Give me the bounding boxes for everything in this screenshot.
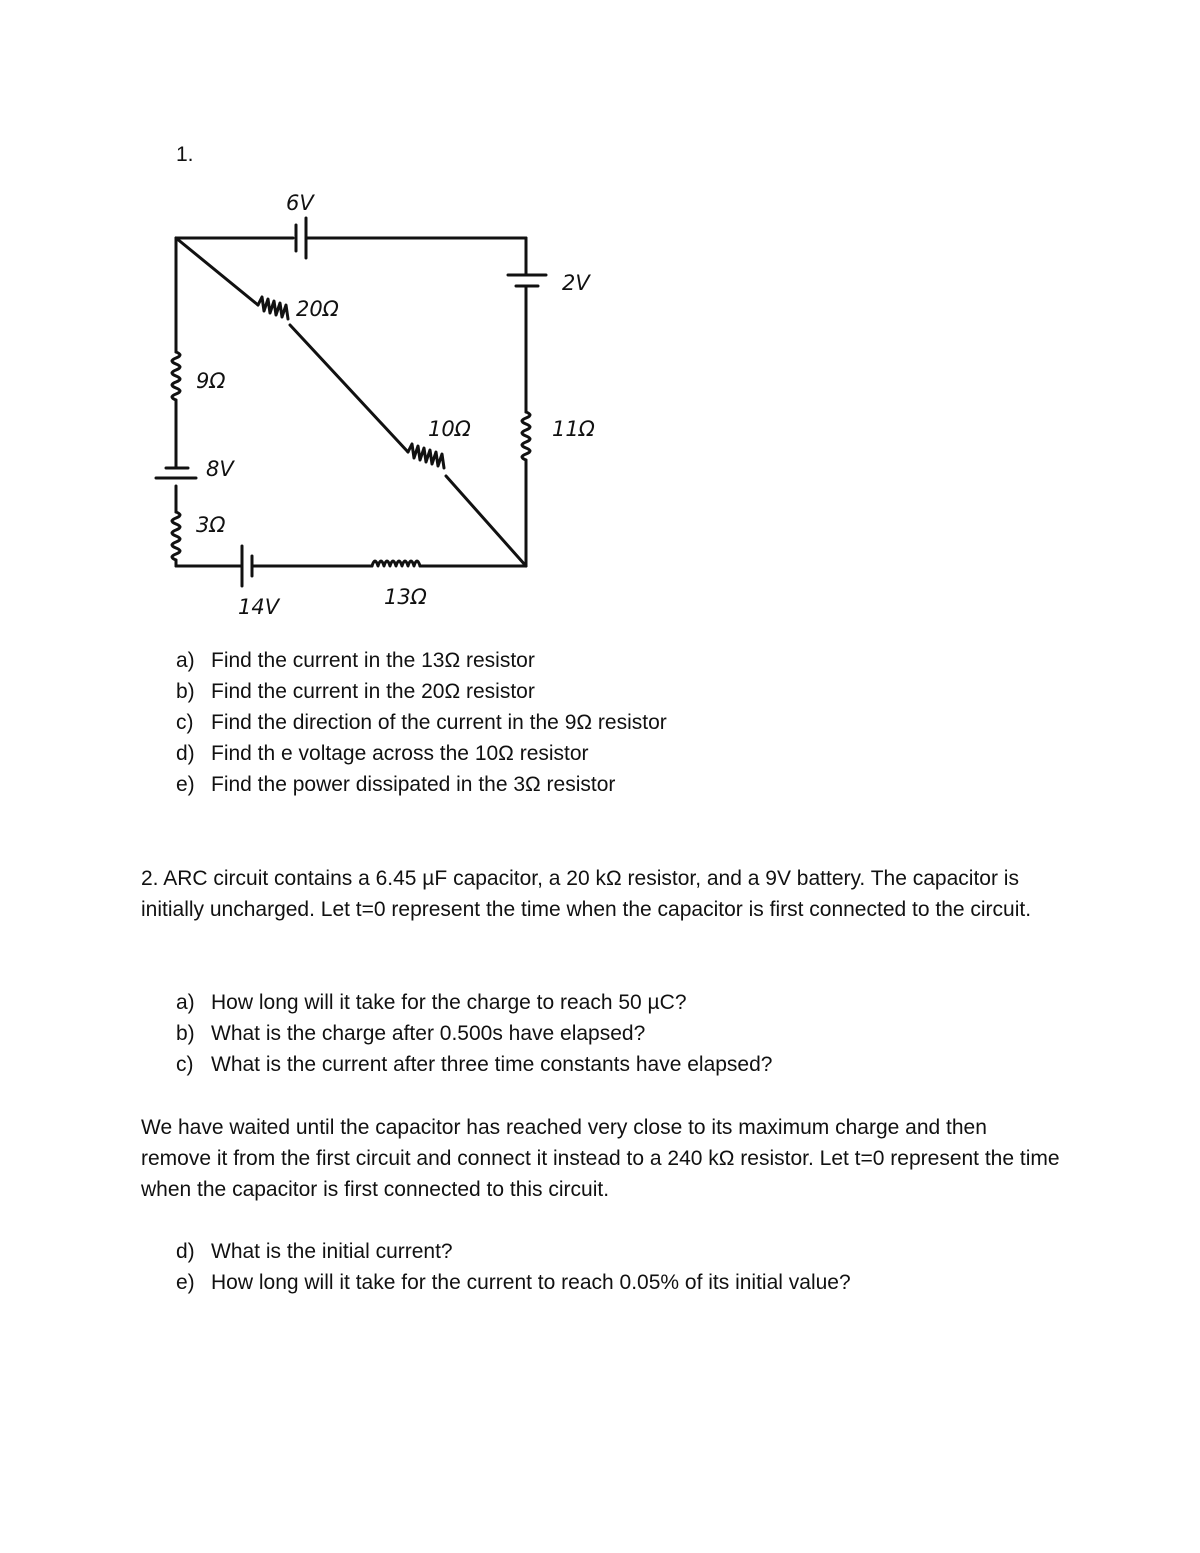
list-item: a) How long will it take for the charge to reach 50 µC?: [176, 991, 687, 1014]
circuit-diagram: [0, 0, 1200, 640]
label-resistor-3: 3Ω: [196, 513, 226, 537]
wire-diagonal-2: [290, 325, 408, 452]
resistor-13-ohm: [372, 561, 420, 566]
label-resistor-11: 11Ω: [552, 417, 595, 441]
list-item: d) Find th e voltage across the 10Ω resistor: [176, 742, 589, 765]
list-item: c) What is the current after three time constants have elapsed?: [176, 1053, 773, 1076]
problem-2-questions-part-1: [176, 987, 772, 1080]
resistor-20-ohm: [258, 297, 288, 319]
list-item: d) What is the initial current?: [176, 1240, 453, 1263]
resistor-11-ohm: [522, 412, 530, 460]
list-item: b) What is the charge after 0.500s have elapsed?: [176, 1022, 646, 1045]
list-item: c) Find the direction of the current in the 9Ω resistor: [176, 711, 667, 734]
problem-1-number: 1.: [176, 143, 194, 166]
label-resistor-13: 13Ω: [384, 585, 427, 609]
problem-2-middle-paragraph: We have waited until the capacitor has reached very close to its maximum charge and then remove it from the first circuit and connect it instead to a 240 kΩ resistor. Let t=0 represent the time when the capacitor is first connected to this circuit.: [141, 1116, 1060, 1201]
wire-diagonal-1: [176, 238, 258, 305]
list-item: e) How long will it take for the current to reach 0.05% of its initial value?: [176, 1271, 851, 1294]
label-resistor-9: 9Ω: [196, 369, 226, 393]
resistor-3-ohm: [172, 512, 180, 560]
list-item: b) Find the current in the 20Ω resistor: [176, 680, 535, 703]
problem-2-questions-part-2: [176, 1236, 851, 1298]
label-battery-6v: 6V: [286, 191, 314, 215]
problem-2-intro: 2. ARC circuit contains a 6.45 µF capacitor, a 20 kΩ resistor, and a 9V battery. The capacitor is initially uncharged. Let t=0 represent the time when the capacitor is first connected to the circuit.: [141, 867, 1032, 921]
resistor-10-ohm: [408, 444, 444, 468]
list-item: a) Find the current in the 13Ω resistor: [176, 649, 535, 672]
label-battery-14v: 14V: [238, 595, 280, 619]
resistor-9-ohm: [172, 352, 180, 400]
list-item: e) Find the power dissipated in the 3Ω resistor: [176, 773, 616, 796]
problem-1-questions: [176, 645, 667, 800]
wire-diagonal-3: [446, 476, 526, 566]
label-battery-8v: 8V: [206, 457, 234, 481]
label-resistor-10: 10Ω: [428, 417, 471, 441]
label-resistor-20: 20Ω: [296, 297, 339, 321]
label-battery-2v: 2V: [562, 271, 590, 295]
